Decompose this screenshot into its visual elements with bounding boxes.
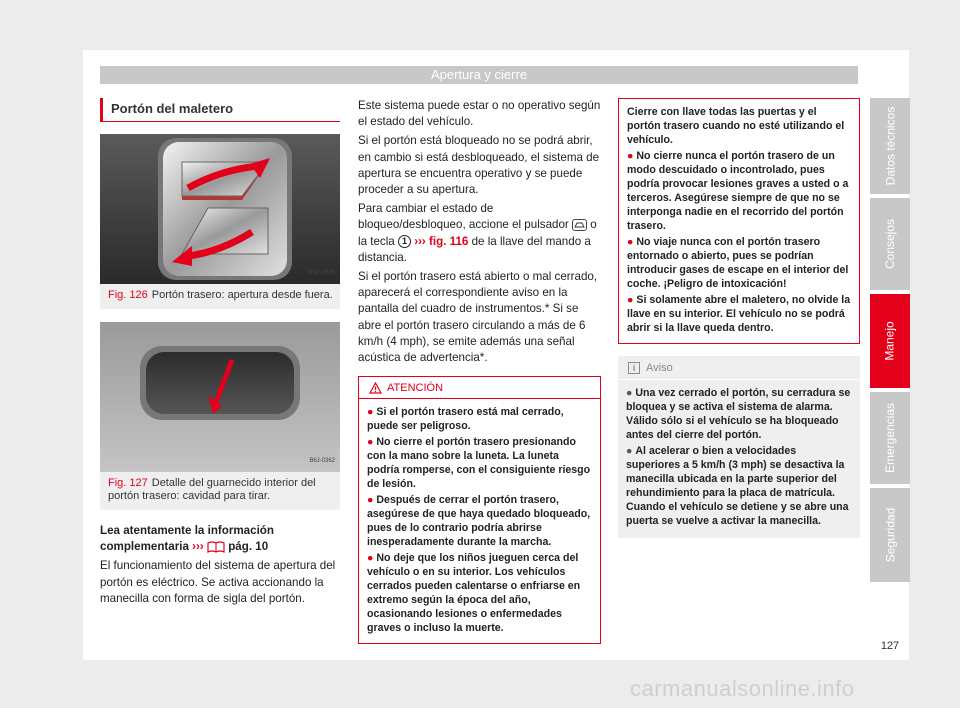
list-item: ● No viaje nunca con el portón trasero entornado o abierto, pues se podrían introducir gases de escape en el interior del coche. ¡Peligro de intoxicación! (627, 236, 849, 290)
warning-triangle-icon (369, 382, 382, 394)
list-item: ● Después de cerrar el portón trasero, asegúrese de que haya quedado bloqueado, pues de lo contrario podría abrirse inesperadamente durante la marcha. (367, 494, 591, 549)
list-item: ● No cierre el portón trasero presionando con la mano sobre la luneta. La luneta podría romperse, con el consiguiente riesgo de lesión. (367, 436, 591, 491)
key-number-badge: 1 (398, 235, 411, 248)
list-item: ● Si el portón trasero está mal cerrado, puede ser peligroso. (367, 406, 564, 433)
paragraph: Si el portón trasero está abierto o mal cerrado, aparecerá el correspondiente aviso en la pantalla del cuadro de instrumentos.* Si se abre el portón trasero circulando a más de 6 km/h (4 mph), se emite además una señal acústica de advertencia*. (358, 270, 598, 365)
tab-manejo[interactable]: Manejo (870, 294, 910, 388)
warning-header (359, 377, 600, 399)
list-item: ● Si solamente abre el maletero, no olvide la llave en su interior. El vehículo no se podrá abrir si la llave queda dentro. (627, 294, 851, 334)
paragraph-text: de la llave del mando a distancia. (358, 234, 591, 264)
lead-page[interactable]: pág. 10 (228, 540, 269, 554)
figure-number: Fig. 127 (108, 477, 148, 489)
tailgate-pull-recess-illustration (100, 322, 340, 472)
note-box (618, 356, 860, 538)
figure-number: Fig. 126 (108, 289, 148, 301)
figure-caption (100, 472, 340, 510)
figure-127-image (100, 322, 340, 472)
figure-127 (100, 322, 340, 510)
list-item: ● No cierre nunca el portón trasero de un modo descuidado o incontrolado, pues podría provocar lesiones graves a usted o a terceros. Asegúrese siempre de que no se interponga nadie en el recorrido del portón trasero. (627, 150, 849, 232)
car-key-button-icon (572, 219, 587, 231)
note-body (618, 380, 860, 538)
ref-arrow[interactable]: ››› (414, 234, 426, 248)
seat-logo-handle-illustration (100, 134, 340, 284)
tab-consejos[interactable]: Consejos (870, 198, 910, 290)
paragraph: Si el portón está bloqueado no se podrá abrir, en cambio si está desbloqueado, el sistema de apertura se encuentra operativo y se puede proceder a su apertura. (358, 134, 600, 197)
column-left (100, 98, 340, 610)
warning-body (619, 99, 859, 343)
list-item: ● Al acelerar o bien a velocidades superiores a 5 km/h (3 mph) se desactiva la manecilla ubicada en la parte superior del rehundimiento para la placa de matrícula. Cuando el vehículo se detiene y se abre una puerta se vuelve a activar la manecilla. (626, 445, 849, 527)
note-title: Aviso (646, 362, 673, 374)
paragraph-text: o la tecla (358, 218, 597, 248)
tab-emergencias[interactable]: Emergencias (870, 392, 910, 484)
watermark: carmanualsonline.info (630, 676, 855, 701)
warning-box (358, 376, 601, 644)
paragraph: El funcionamiento del sistema de apertura del portón es eléctrico. Se activa accionando la manecilla con forma de sigla del portón. (100, 559, 336, 605)
warning-box-continued (618, 98, 860, 344)
note-header (618, 356, 860, 380)
lead-text: Lea atentamente la información complementaria (100, 524, 274, 554)
paragraph: Este sistema puede estar o no operativo según el estado del vehículo. (358, 99, 601, 129)
lead-arrow[interactable]: ››› (192, 540, 204, 554)
figure-126 (100, 134, 340, 309)
page-number: 127 (880, 640, 900, 652)
info-icon: i (628, 362, 640, 374)
chapter-header: Apertura y cierre (100, 66, 858, 84)
figure-code: B6J-0362 (309, 457, 335, 464)
figure-caption-text: Detalle del guarnecido interior del portón trasero: cavidad para tirar. (108, 477, 316, 502)
lead-reference (100, 523, 340, 555)
book-icon (207, 541, 225, 553)
column-right (618, 98, 860, 538)
column-middle (358, 98, 601, 644)
warning-intro: Cierre con llave todas las puertas y el portón trasero cuando no esté utilizando el vehículo. (627, 106, 845, 146)
figure-reference-link[interactable]: fig. 116 (429, 234, 469, 248)
figure-caption (100, 284, 340, 309)
list-item: ● No deje que los niños jueguen cerca del vehículo o en su interior. Los vehículos cerrados pueden calentarse o enfriarse en extremo según la época del año, ocasionando lesiones o enfermedades graves o incluso la muerte. (367, 552, 581, 635)
tab-seguridad[interactable]: Seguridad (870, 488, 910, 582)
warning-body (359, 399, 600, 643)
figure-caption-text: Portón trasero: apertura desde fuera. (151, 289, 333, 301)
list-item: ● Una vez cerrado el portón, su cerradura se bloquea y se activa el sistema de alarma. Válido sólo si el vehículo se ha bloqueado antes del cierre del portón. (626, 387, 851, 441)
paragraph-text: Para cambiar el estado de bloqueo/desbloqueo, accione el pulsador (358, 202, 569, 232)
figure-126-image (100, 134, 340, 284)
section-title: Portón del maletero (100, 98, 340, 122)
figure-code: B5F-0335 (308, 269, 335, 276)
tab-datos-tecnicos[interactable]: Datos técnicos (870, 98, 910, 194)
paragraph (358, 201, 601, 266)
warning-title: ATENCIÓN (387, 382, 444, 395)
